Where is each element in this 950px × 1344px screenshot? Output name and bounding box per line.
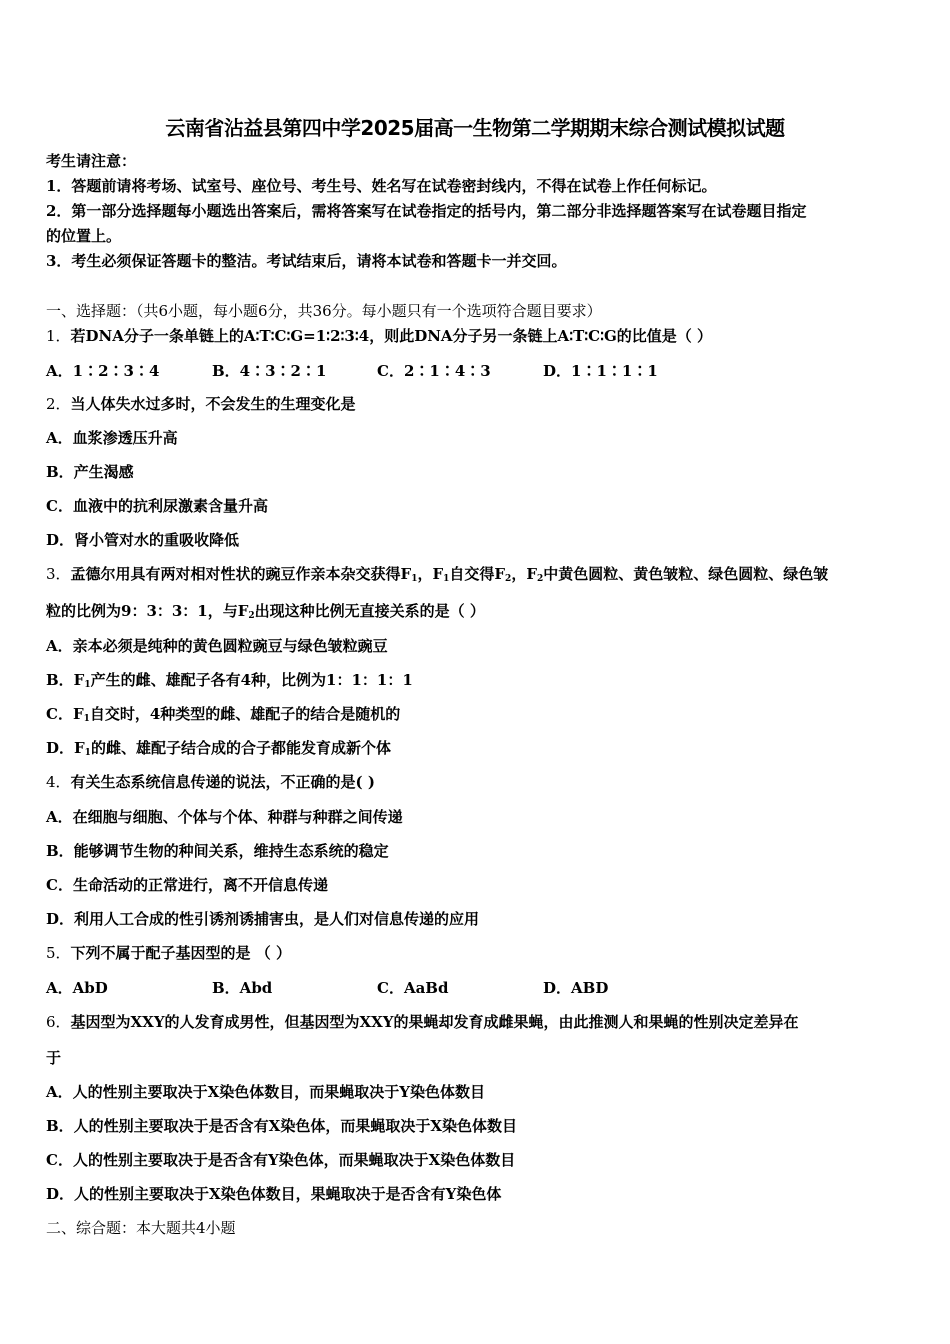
notice-item-1: 1．答题前请将考场、试室号、座位号、考生号、姓名写在试卷密封线内，不得在试卷上作任何标记。	[46, 177, 717, 195]
notice-item-2-cont: 的位置上。	[46, 227, 122, 245]
question-4-stem	[46, 772, 375, 792]
question-text	[71, 565, 829, 583]
question-2-option-b: B．产生渴感	[46, 463, 134, 481]
question-6-option-a: A．人的性别主要取决于X染色体数目，而果蝇取决于Y染色体数目	[46, 1083, 485, 1101]
text-part: ，F	[511, 565, 537, 583]
subscript: 1	[443, 574, 450, 584]
question-2-option-d: D．肾小管对水的重吸收降低	[46, 531, 240, 549]
text-part: 中黄色圆粒、黄色皱粒、绿色圆粒、绿色皱	[543, 565, 829, 583]
question-text: 当人体失水过多时，不会发生的生理变化是	[70, 395, 356, 413]
text-part: 自交时，4种类型的雌、雄配子的结合是随机的	[89, 705, 401, 723]
question-4-option-b: B．能够调节生物的种间关系，维持生态系统的稳定	[46, 842, 389, 860]
question-number: 2．	[46, 395, 71, 413]
question-number: 3．	[46, 565, 71, 583]
text-part: 产生的雌、雄配子各有4种，比例为1：1：1：1	[90, 671, 413, 689]
subscript: 1	[411, 574, 418, 584]
page-title: 云南省沾益县第四中学2025届高一生物第二学期期末综合测试模拟试题	[165, 116, 785, 140]
section-2-heading: 二、综合题：本大题共4小题	[46, 1219, 236, 1237]
option-d: D．ABD	[543, 979, 609, 997]
question-text: 基因型为XXY的人发育成男性，但基因型为XXY的果蝇却发育成雌果蝇，由此推测人和果蝇的性别决定差异在	[70, 1013, 799, 1031]
option-c: C．AaBd	[377, 979, 449, 997]
question-number: 5．	[46, 944, 71, 962]
question-2-stem	[46, 394, 356, 414]
question-2-option-c: C．血液中的抗利尿激素含量升高	[46, 497, 268, 515]
question-3-option-c	[46, 704, 400, 724]
text-part: 出现这种比例无直接关系的是（ ）	[254, 602, 485, 620]
question-text: 下列不属于配子基因型的是 （ ）	[70, 944, 291, 962]
notice-item-2: 2．第一部分选择题每小题选出答案后，需将答案写在试卷指定的括号内，第二部分非选择题答案写在试卷题目指定	[46, 202, 807, 220]
text-part: C．F	[46, 705, 84, 723]
question-4-option-d: D．利用人工合成的性引诱剂诱捕害虫，是人们对信息传递的应用	[46, 910, 480, 928]
subscript: 2	[248, 611, 255, 621]
option-c: C．2∶1∶4∶3	[377, 362, 491, 380]
subscript: 2	[505, 574, 512, 584]
question-6-option-b: B．人的性别主要取决于是否含有X染色体，而果蝇取决于X染色体数目	[46, 1117, 517, 1135]
text-part: B．F	[46, 671, 85, 689]
option-a: A．1∶2∶3∶4	[46, 362, 160, 380]
text-part: 孟德尔用具有两对相对性状的豌豆作亲本杂交获得F	[70, 565, 412, 583]
question-number: 6．	[46, 1013, 71, 1031]
text-part: 自交得F	[449, 565, 506, 583]
question-1-stem	[46, 326, 712, 346]
subscript: 1	[83, 714, 90, 724]
subscript: 2	[536, 574, 544, 584]
question-3-stem-cont	[46, 601, 485, 621]
option-a: A．AbD	[46, 979, 108, 997]
question-6-option-c: C．人的性别主要取决于是否含有Y染色体，而果蝇取决于X染色体数目	[46, 1151, 516, 1169]
option-d: D．1∶1∶1∶1	[543, 362, 658, 380]
option-b: B．Abd	[212, 979, 273, 997]
question-6-stem-cont: 于	[46, 1049, 62, 1067]
text-part: ，F	[417, 565, 444, 583]
question-5-stem	[46, 943, 291, 963]
question-number: 4．	[46, 773, 71, 791]
question-4-option-a: A．在细胞与细胞、个体与个体、种群与种群之间传递	[46, 808, 403, 826]
question-3-option-d	[46, 738, 391, 758]
text-part: 的雌、雄配子结合成的合子都能发育成新个体	[90, 739, 391, 757]
question-number: 1．	[46, 327, 71, 345]
subscript: 1	[84, 748, 91, 758]
question-text: 有关生态系统信息传递的说法，不正确的是( )	[70, 773, 375, 791]
section-1-heading: 一、选择题：（共6小题，每小题6分，共36分。每小题只有一个选项符合题目要求）	[46, 302, 602, 320]
subscript: 1	[84, 680, 91, 690]
question-6-stem	[46, 1012, 799, 1032]
question-6-option-d: D．人的性别主要取决于X染色体数目，果蝇取决于是否含有Y染色体	[46, 1185, 502, 1203]
question-4-option-c: C．生命活动的正常进行，离不开信息传递	[46, 876, 328, 894]
question-text: 若DNA分子一条单链上的A∶T∶C∶G=1∶2∶3∶4，则此DNA分子另一条链上A∶T∶C∶G的比值是（ ）	[70, 327, 713, 345]
question-3-option-a: A．亲本必须是纯种的黄色圆粒豌豆与绿色皱粒豌豆	[46, 637, 388, 655]
question-3-option-b	[46, 670, 413, 690]
text-part: 粒的比例为9：3：3：1，与F	[46, 602, 249, 620]
text-part: D．F	[46, 739, 85, 757]
question-3-stem	[46, 564, 828, 584]
notice-item-3: 3．考生必须保证答题卡的整洁。考试结束后，请将本试卷和答题卡一并交回。	[46, 252, 567, 270]
question-2-option-a: A．血浆渗透压升高	[46, 429, 178, 447]
option-b: B．4∶3∶2∶1	[212, 362, 327, 380]
notice-header: 考生请注意：	[46, 152, 137, 170]
